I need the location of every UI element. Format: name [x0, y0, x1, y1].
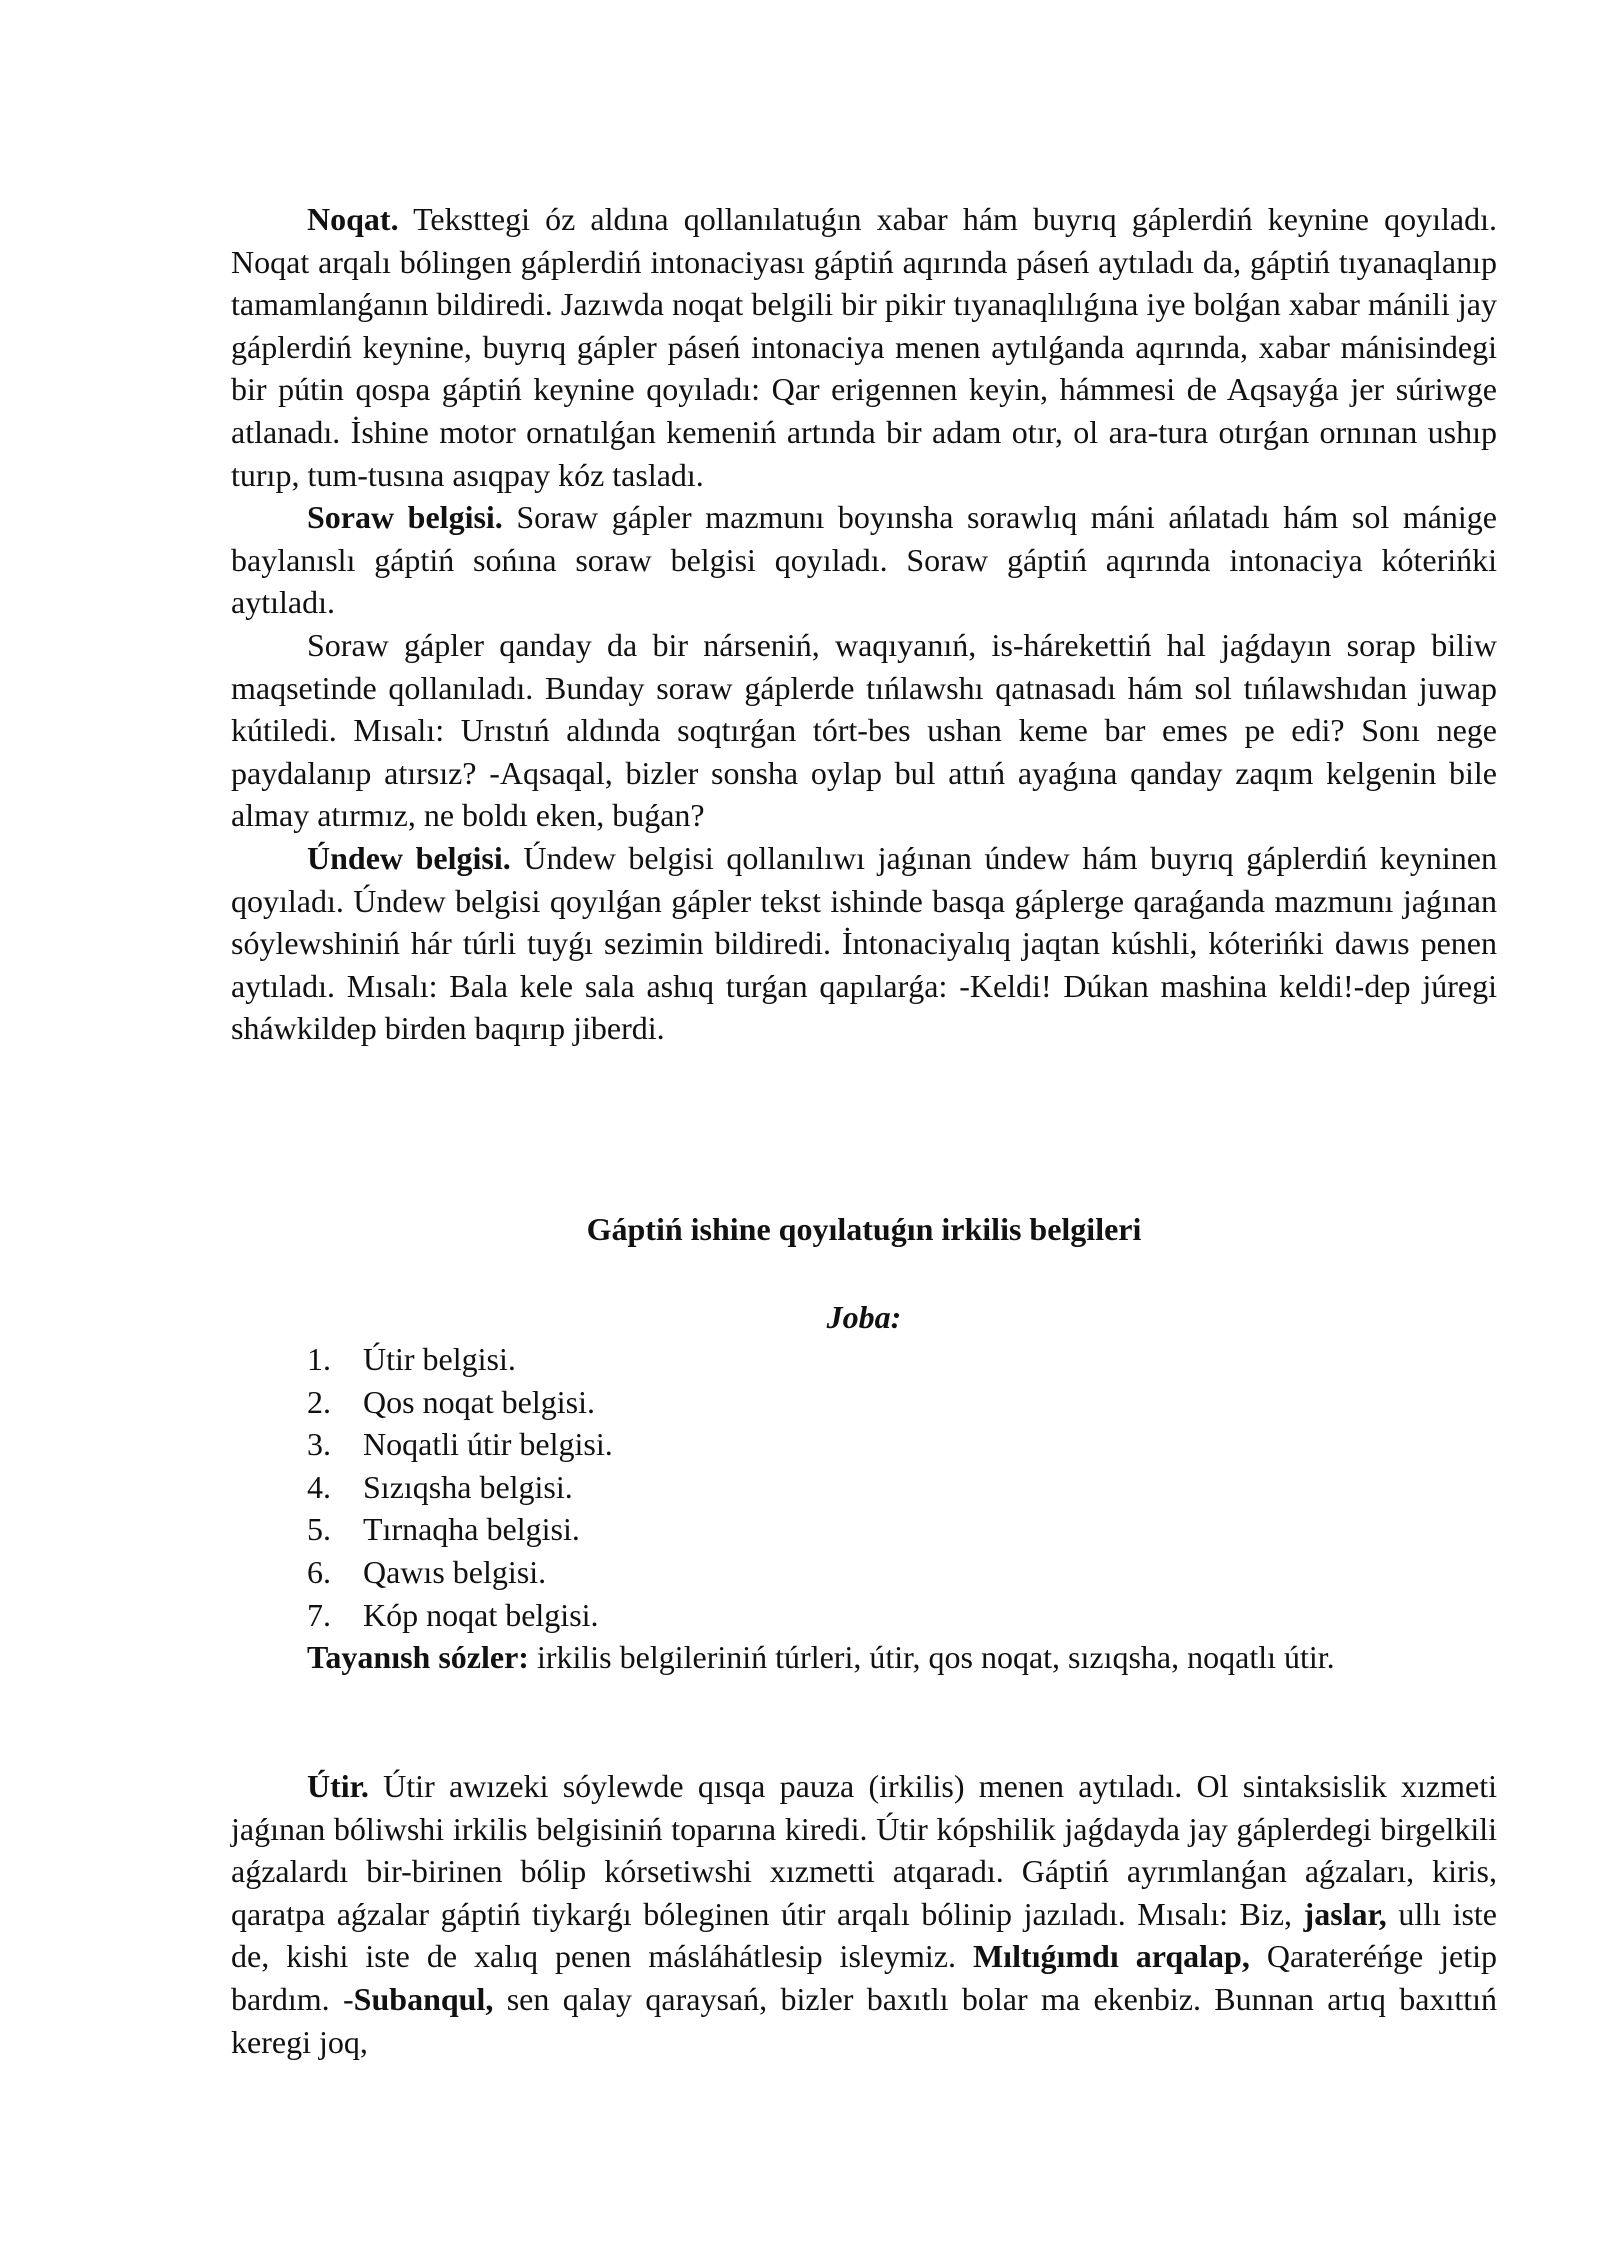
list-text: Qos noqat belgisi. [363, 1383, 595, 1420]
section-end-marks [231, 198, 1497, 1050]
example-bold: jaslar, [1303, 1895, 1387, 1932]
plan-label: Joba: [826, 1299, 902, 1335]
keywords-block [231, 1636, 1497, 1679]
list-number: 4. [307, 1468, 331, 1505]
list-text: Noqatli útir belgisi. [363, 1426, 613, 1463]
paragraph-text: Soraw gápler mazmunı boyınsha sorawlıq máni ańlatadı hám sol mánige baylanıslı gáptiń sońına soraw belgisi qoyıladı. Soraw gáptiń aqırında intonaciya kóterińki aytıladı. [231, 499, 1498, 621]
paragraph-text: Útir awızeki sóylewde qısqa pauza (irkilis) menen aytıladı. Ol sintaksislik xızmeti jaǵınan bóliwshi irkilis belgisiniń toparına kiredi. Útir kópshilik jaǵdayda jay gáplerdegi birgelkili aǵzalardı bir-birinen bólip kórsetiwshi xızmetti atqaradı. Gáptiń ayrımlanǵan aǵzaları, kiris, qaratpa aǵzalar gáptiń tiykarǵı bóleginen útir arqalı bólinip jazıladı. Mısalı: Biz, [231, 1768, 1497, 1932]
section-utir [231, 1765, 1497, 2063]
paragraph-soraw [231, 496, 1497, 624]
paragraph-text: Soraw gápler qanday da bir nárseniń, waqıyanıń, is-hárekettiń hal jaǵdayın sorap biliw maqsetinde qollanıladı. Bunday soraw gáplerde tıńlawshı qatnasadı hám sol tıńlawshıdan juwap kútiledi. Mısalı: Urıstıń aldında soqtırǵan tórt-bes ushan keme bar emes pe edi? Sonı nege paydalanıp atırsız? -Aqsaqal, bizler sonsha oylap bul attıń ayaǵına qanday zaqım kelgenin bile almay atırmız, ne boldı eken, buǵan? [231, 626, 1497, 834]
paragraph-text: Úndew belgisi qollanılıwı jaǵınan úndew hám buyrıq gáplerdiń keyninen qoyıladı. Úndew belgisi qoyılǵan gápler tekst ishinde basqa gáplerge qaraǵanda mazmunı jaǵınan sóylewshiniń hár túrli tuyǵı sezimin bildiredi. İntonaciyalıq jaqtan kúshli, kóterińki dawıs penen aytıladı. Mısalı: Bala kele sala ashıq turǵan qapılarǵa: -Keldi! Dúkan mashina keldi!-dep júregi sháwkildep birden baqırıp jiberdi. [231, 839, 1498, 1047]
section-heading: Gáptiń ishine qoyılatuǵın irkilis belgileri [586, 1211, 1142, 1247]
paragraph-undew [231, 837, 1497, 1050]
example-bold: Subanqul, [353, 1980, 494, 2017]
list-number: 2. [307, 1383, 331, 1420]
term-soraw-belgisi: Soraw belgisi. [307, 499, 503, 536]
list-number: 1. [307, 1341, 331, 1377]
paragraph-text: sen qalay qaraysań, bizler baxıtlı bolar ma ekenbiz. Bunnan artıq baxıttıń keregi joq, [231, 1980, 1498, 2060]
list-text: Tırnaqha belgisi. [363, 1511, 580, 1548]
list-text: Kóp noqat belgisi. [363, 1596, 599, 1633]
example-bold: Mıltıǵımdı arqalap, [972, 1938, 1250, 1975]
keywords-label: Tayanısh sózler: [307, 1639, 529, 1675]
term-noqat: Noqat. [307, 201, 399, 237]
paragraph-text: Qarateréńge jetip bardım. - [231, 1938, 1498, 2017]
keywords-text: irkilis belgileriniń túrleri, útir, qos noqat, sızıqsha, noqatlı útir. [528, 1639, 1335, 1675]
paragraph-noqat [231, 198, 1497, 496]
list-item [307, 1338, 613, 1381]
list-item [307, 1466, 613, 1509]
list-item [307, 1551, 613, 1594]
list-number: 7. [307, 1596, 331, 1633]
list-item [307, 1508, 613, 1551]
list-text: Útir belgisi. [363, 1341, 516, 1377]
list-number: 6. [307, 1553, 331, 1590]
keywords-paragraph [231, 1636, 1497, 1679]
list-number: 5. [307, 1511, 331, 1548]
paragraph-text: Teksttegi óz aldına qollanılatuǵın xabar hám buyrıq gáplerdiń keynine qoyıladı. Noqat arqalı bólingen gáplerdiń intonaciyası gáptiń aqırında páseń aytıladı da, gáptiń tıyanaqlanıp tamamlanǵanın bildiredi. Jazıwda noqat belgili bir pikir tıyanaqlılıǵına iye bolǵan xabar mánili jay gáplerdiń keynine, buyrıq gápler páseń intonaciya menen aytılǵanda aqırında, xabar mánisindegi bir pútin qospa gáptiń keynine qoyıladı: Qar erigennen keyin, hámmesi de Aqsayǵa jer súriwge atlanadı. İshine motor ornatılǵan kemeniń artında bir adam otır, ol ara-tura otırǵan ornınan ushıp turıp, tum-tusına asıqpay kóz tasladı. [231, 201, 1497, 493]
paragraph-text: ullı iste de, kishi iste de xalıq penen másláhátlesip isleymiz. [231, 1895, 1498, 1975]
list-text: Sızıqsha belgisi. [363, 1468, 573, 1505]
list-item [307, 1381, 613, 1424]
paragraph-utir [231, 1765, 1497, 2063]
list-item [307, 1423, 613, 1466]
list-number: 3. [307, 1426, 331, 1463]
term-undew-belgisi: Úndew belgisi. [307, 839, 511, 876]
plan-list [307, 1338, 613, 1636]
list-item [307, 1594, 613, 1637]
term-utir: Útir. [307, 1768, 369, 1804]
paragraph-soraw-gapler [231, 624, 1497, 837]
list-text: Qawıs belgisi. [363, 1553, 547, 1590]
